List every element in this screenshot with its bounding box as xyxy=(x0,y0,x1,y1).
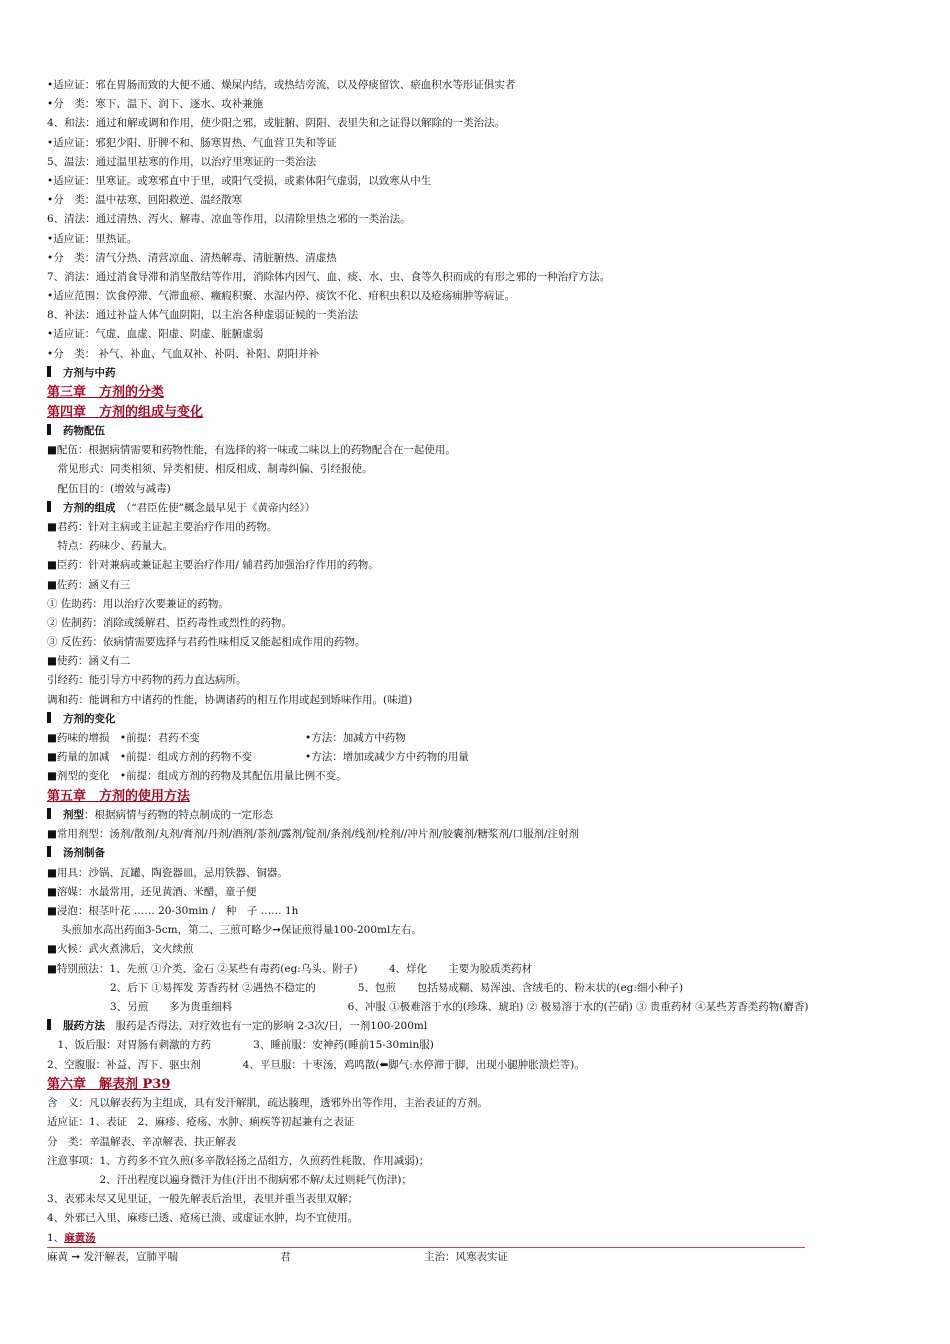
text-line: 1、饭后服：对胃肠有刺激的方药 3、睡前服：安神药(睡前15-30min服) xyxy=(47,1039,434,1052)
dosage-form-line: 剂型：根据病情与药物的特点制成的一定形态 xyxy=(47,806,907,825)
text-line: •分 类： 补气、补血、气血双补、补阴、补阳、阴阳并补 xyxy=(47,347,320,360)
text-line: 4、外邪已入里、麻疹已透、疮疡已溃、或虚证水肿，均不宜使用。 xyxy=(47,1212,359,1225)
text-line: 3、表邪未尽又见里证，一般先解表后治里，表里并重当表里双解； xyxy=(47,1193,359,1206)
text-line: ■臣药：针对兼病或兼证起主要治疗作用/ 辅君药加强治疗作用的药物。 xyxy=(47,559,379,572)
text-line: 2、空腹服：补益、泻下、驱虫剂 4、平旦服：十枣汤，鸡鸣散(⬅脚气:水停滞于脚，出现小腿肿胀溃烂等)。 xyxy=(47,1058,585,1071)
formula-name: 麻黄汤 xyxy=(64,1231,96,1244)
formula-detail-line: 麻黄 ➞ 发汗解表，宣肺平喘 君 主治：风寒表实证 xyxy=(47,1250,508,1263)
text-line: 适应证：1、表证 2、麻疹、疮疡、水肿、痢疾等初起兼有之表证 xyxy=(47,1116,355,1129)
document-page xyxy=(47,76,907,1267)
text-line: ■火候：武火煮沸后，文火续煎 xyxy=(47,943,194,956)
text-line: •适应证：邪在胃肠而致的大便不通、燥屎内结，或热结旁流，以及停痰留饮、瘀血积水等形证俱实者 xyxy=(47,79,516,91)
text-line: 配伍目的：(增效与减毒) xyxy=(47,482,171,495)
variation-row: ■药量的加减 •前提：组成方剂的药物不变 •方法：增加或减少方中药物的用量 xyxy=(47,751,469,764)
chapter-3-title: 第三章 方剂的分类 xyxy=(47,385,165,400)
section-marker-icon xyxy=(47,366,51,377)
exterior-releasing-list xyxy=(47,1094,907,1228)
administration-list xyxy=(47,1036,907,1074)
text-line: ② 佐制药：消除或缓解君、臣药毒性或烈性的药物。 xyxy=(47,616,292,629)
text-line: •适应证：气虚、血虚、阳虚、阴虚、脏腑虚弱 xyxy=(47,328,264,341)
text-line: 5、温法：通过温里祛寒的作用，以治疗里寒证的一类治法 xyxy=(47,155,317,168)
text-line: 8、补法：通过补益人体气血阴阳，以主治各种虚弱证候的一类治法 xyxy=(47,309,359,322)
text-line: •适应证：里热证。 xyxy=(47,232,138,245)
text-line: •分 类：温中祛寒、回阳救逆、温经散寒 xyxy=(47,194,243,207)
text-line: ■配伍：根据病情需要和药物性能，有选择的将一味或二味以上的药物配合在一起使用。 xyxy=(47,444,456,457)
text-line: •适应证：邪犯少阳、肝脾不和、肠寒胃热、气血营卫失和等证 xyxy=(47,136,337,149)
variation-list xyxy=(47,729,907,787)
section-note: （“君臣佐使”概念最早见于《黄帝内经》） xyxy=(126,501,316,514)
decoction-list xyxy=(47,864,907,960)
special-decoction-list xyxy=(47,960,907,1018)
text-line: ③ 反佐药：依病情需要选择与君药性味相反又能起相成作用的药物。 xyxy=(47,636,366,649)
section-marker-icon xyxy=(47,808,51,819)
text-line: ■浸泡：根茎叶花 …… 20-30min / 种 子 …… 1h xyxy=(47,905,299,917)
text-line: •适应范围：饮食停滞、气滞血瘀、癥瘕积聚、水湿内停、痰饮不化、疳积虫积以及疮疡痈肿等病证。 xyxy=(47,290,516,303)
chapter-6-title: 第六章 解表剂 P39 xyxy=(47,1076,171,1092)
dosage-forms-list xyxy=(47,825,907,844)
section-header: 方剂的组成 （“君臣佐使”概念最早见于《黄帝内经》） xyxy=(47,499,907,518)
variation-row: ■剂型的变化 •前提：组成方剂的药物及其配伍用量比例不变。 xyxy=(47,770,347,783)
treatment-methods-list xyxy=(47,76,907,364)
composition-list xyxy=(47,518,907,710)
text-line: 调和药：能调和方中诸药的性能，协调诸药的相互作用或起到矫味作用。(味道) xyxy=(47,693,413,706)
compatibility-list xyxy=(47,441,907,499)
text-line: ① 佐助药：用以治疗次要兼证的药物。 xyxy=(47,597,229,610)
section-marker-icon xyxy=(47,424,51,435)
divider-line xyxy=(47,1247,805,1248)
text-line: ■溶媒：水最常用，还见黄酒、米醋，童子便 xyxy=(47,885,257,898)
text-line: •适应证：里寒证。或寒邪直中于里，或阳气受损，或素体阳气虚弱，以致寒从中生 xyxy=(47,174,432,187)
section-header: 汤剂制备 xyxy=(47,844,907,863)
special-decoction-row: 2、后下 ①易挥发 芳香药材 ②遇热不稳定的 5、包煎 包括易成糊、易浑浊、含绒毛的、粉末状的(eg:细小种子) xyxy=(47,981,684,994)
text-line: 4、和法：通过和解或调和作用，使少阳之邪，或脏腑、阴阳、表里失和之证得以解除的一类治法。 xyxy=(47,117,506,130)
text-line: ■佐药：涵义有三 xyxy=(47,578,131,591)
text-line: 引经药：能引导方中药物的药力直达病所。 xyxy=(47,674,247,687)
section-marker-icon xyxy=(47,501,51,512)
text-line: ■君药：针对主病或主证起主要治疗作用的药物。 xyxy=(47,520,278,533)
text-line: •分 类：寒下、温下、润下、逐水、攻补兼施 xyxy=(47,98,264,111)
text-line: 常见形式：同类相须、异类相使、相反相成、制毒纠偏、引经报使。 xyxy=(47,463,373,476)
text-line: •分 类：清气分热、清营凉血、清热解毒、清脏腑热、清虚热 xyxy=(47,251,337,264)
text-line: ■用具：沙锅、瓦罐、陶瓷器皿，忌用铁器、铜器。 xyxy=(47,866,288,879)
text-line: 注意事项：1、方药多不宜久煎(多辛散轻扬之品组方，久煎药性耗散，作用减弱)； xyxy=(47,1154,430,1167)
section-note: 服药是否得法，对疗效也有一定的影响 2-3次/日，一剂100-200ml xyxy=(115,1020,428,1033)
section-marker-icon xyxy=(47,846,51,857)
section-marker-icon xyxy=(47,1019,51,1030)
section-header: 服药方法 服药是否得法，对疗效也有一定的影响 2-3次/日，一剂100-200ml xyxy=(47,1017,907,1036)
text-line: ■使药：涵义有二 xyxy=(47,655,131,668)
text-line: 头煎加水高出药面3-5cm，第二、三煎可略少➞保证煎得量100-200ml左右。 xyxy=(47,924,422,937)
text-line: 含 义：凡以解表药为主组成，具有发汗解肌，疏达腠理，透邪外出等作用，主治表证的方剂。 xyxy=(47,1097,488,1110)
formula-title-line: 1、麻黄汤 xyxy=(47,1229,907,1248)
section-header: 方剂的变化 xyxy=(47,710,907,729)
variation-row: ■药味的增损 •前提：君药不变 •方法：加减方中药物 xyxy=(47,732,406,744)
text-line: 2、汗出程度以遍身微汗为佳(汗出不彻病邪不解/太过则耗气伤津)； xyxy=(47,1173,412,1186)
section-header: 药物配伍 xyxy=(47,422,907,441)
text-line: 7、消法：通过消食导滞和消坚散结等作用，消除体内因气、血、痰、水、虫、食等久积而成的有形之邪的一种治疗方法。 xyxy=(47,270,611,283)
chapter-5-title: 第五章 方剂的使用方法 xyxy=(47,788,191,804)
section-marker-icon xyxy=(47,712,51,723)
special-decoction-row: 3、另煎 多为贵重细料 6、冲服 ①极难溶于水的(珍珠、琥珀) ② 极易溶于水的(芒硝) ③ 贵重药材 ④某些芳香类药物(麝香) xyxy=(47,1000,809,1013)
text-line: 分 类：辛温解表、辛凉解表、扶正解表 xyxy=(47,1135,236,1148)
text-line: 特点：药味少、药量大。 xyxy=(47,540,173,553)
section-header: 方剂与中药 xyxy=(47,364,907,383)
text-line: 6、清法：通过清热、泻火、解毒、凉血等作用，以清除里热之邪的一类治法。 xyxy=(47,213,411,226)
special-decoction-row: ■特别煎法：1、先煎 ①介类、金石 ②某些有毒药(eg:乌头、附子) 4、烊化 主要为胶质类药材 xyxy=(47,962,533,975)
text-line: ■常用剂型：汤剂/散剂/丸剂/膏剂/丹剂/酒剂/茶剂/露剂/锭剂/条剂/线剂/栓剂//冲片剂/胶囊剂/糖浆剂/口服剂/注射剂 xyxy=(47,828,580,841)
chapter-4-title: 第四章 方剂的组成与变化 xyxy=(47,404,204,420)
